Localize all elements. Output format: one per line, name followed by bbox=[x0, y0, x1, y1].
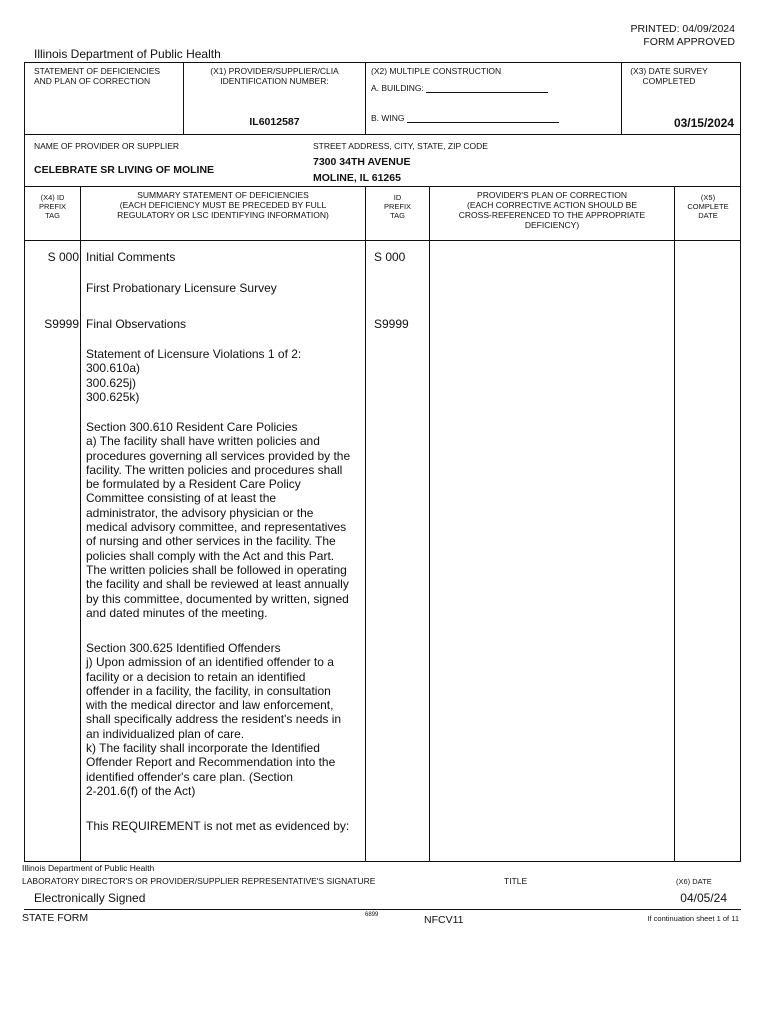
s9999-prefix-tag: S9999 bbox=[44, 317, 79, 331]
building-field bbox=[371, 83, 548, 93]
s000-id-tag: S 000 bbox=[374, 250, 406, 264]
summary-header: SUMMARY STATEMENT OF DEFICIENCIES (EACH DEFICIENCY MUST BE PRECEDED BY FULL REGULATORY OR LSC IDENTIFYING INFORMATION) bbox=[117, 190, 329, 220]
building-blank bbox=[426, 92, 548, 93]
agency-name: Illinois Department of Public Health bbox=[34, 47, 221, 61]
id-header: ID PREFIX TAG bbox=[383, 193, 412, 220]
statement-label: STATEMENT OF DEFICIENCIES AND PLAN OF CORRECTION bbox=[34, 66, 161, 86]
x5-header: (X5) COMPLETE DATE bbox=[687, 193, 729, 220]
provider-name: CELEBRATE SR LIVING OF MOLINE bbox=[34, 164, 215, 176]
signature-value: Electronically Signed bbox=[34, 891, 146, 905]
s000-text: First Probationary Licensure Survey bbox=[86, 281, 277, 295]
survey-date: 03/15/2024 bbox=[673, 116, 734, 130]
signature-label: LABORATORY DIRECTOR'S OR PROVIDER/SUPPLIER REPRESENTATIVE'S SIGNATURE bbox=[22, 876, 376, 886]
form-approved: FORM APPROVED bbox=[643, 36, 735, 48]
wing-label: B. WING bbox=[371, 113, 405, 123]
state-form-label: STATE FORM bbox=[22, 912, 89, 924]
x2-label: (X2) MULTIPLE CONSTRUCTION bbox=[371, 66, 502, 76]
continuation-sheet: If continuation sheet 1 of 11 bbox=[647, 914, 739, 923]
x3-label: (X3) DATE SURVEY COMPLETED bbox=[630, 66, 708, 86]
event-id: NFCV11 bbox=[424, 914, 464, 926]
provider-id: IL6012587 bbox=[249, 116, 300, 128]
x1-label: (X1) PROVIDER/SUPPLIER/CLIA IDENTIFICATION NUMBER: bbox=[210, 66, 339, 86]
x4-header: (X4) ID PREFIX TAG bbox=[38, 193, 67, 220]
wing-field bbox=[371, 113, 559, 123]
address-label: STREET ADDRESS, CITY, STATE, ZIP CODE bbox=[313, 141, 488, 151]
section-625-text: Section 300.625 Identified Offenders j) Upon admission of an identified offender to a facility or a decision to retain an identified offender in a facility, the facility, in consultation with the medical director and law enforcement, shall specifically address the resident's needs in an individualized plan of care. k) The facility shall incorporate the Identified Offender Report and Recommendation into the identified offender's care plan. (Section 2-201.6(f) of the Act) bbox=[86, 641, 342, 798]
provider-name-label: NAME OF PROVIDER OR SUPPLIER bbox=[34, 141, 179, 151]
s000-prefix-tag: S 000 bbox=[47, 250, 79, 264]
signed-date: 04/05/24 bbox=[680, 891, 727, 905]
wing-blank bbox=[407, 122, 559, 123]
plan-header: PROVIDER'S PLAN OF CORRECTION (EACH CORRECTIVE ACTION SHOULD BE CROSS-REFERENCED TO THE APPROPRIATE DEFICIENCY) bbox=[458, 190, 646, 230]
footer-agency: Illinois Department of Public Health bbox=[22, 863, 155, 873]
violations-list: Statement of Licensure Violations 1 of 2: 300.610a) 300.625j) 300.625k) bbox=[86, 347, 302, 404]
address-line1: 7300 34TH AVENUE bbox=[313, 156, 411, 168]
s9999-id-tag: S9999 bbox=[374, 317, 409, 331]
title-label: TITLE bbox=[504, 876, 528, 886]
requirement-text: This REQUIREMENT is not met as evidenced by: bbox=[86, 819, 350, 833]
address-line2: MOLINE, IL 61265 bbox=[313, 172, 401, 184]
x6-date-label: (X6) DATE bbox=[676, 877, 712, 886]
form-code: 6899 bbox=[365, 912, 379, 918]
s000-title: Initial Comments bbox=[86, 250, 176, 264]
s9999-title: Final Observations bbox=[86, 317, 187, 331]
printed-date: PRINTED: 04/09/2024 bbox=[630, 23, 735, 35]
building-label: A. BUILDING: bbox=[371, 83, 424, 93]
section-610-text: Section 300.610 Resident Care Policies a) The facility shall have written policies and procedures governing all services provided by the facility. The written policies and procedures shall be formulated by a Resident Care Policy Committee consisting of at least the administrator, the advisory physician or the medical advisory committee, and representatives of nursing and other services in the facility. The policies shall comply with the Act and this Part. The written policies shall be followed in operating the facility and shall be reviewed at least annually by this committee, documented by written, signed and dated minutes of the meeting. bbox=[86, 420, 351, 620]
